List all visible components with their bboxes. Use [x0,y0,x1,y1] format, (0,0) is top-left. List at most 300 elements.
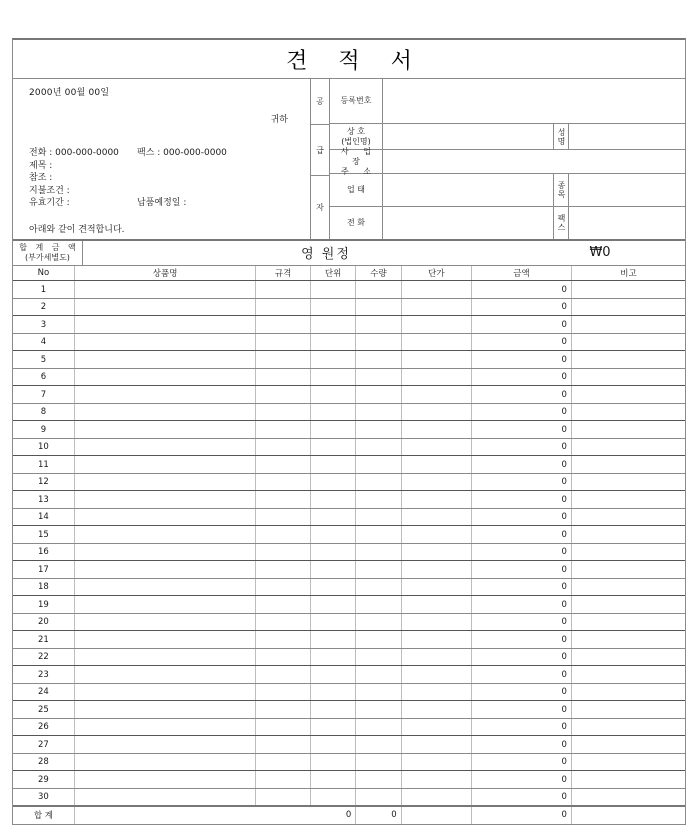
row-unit[interactable] [310,351,355,369]
row-spec[interactable] [256,403,310,421]
row-product-name[interactable] [74,368,256,386]
row-unit-price[interactable] [401,736,471,754]
row-unit[interactable] [310,596,355,614]
row-unit[interactable] [310,298,355,316]
row-unit[interactable] [310,508,355,526]
row-product-name[interactable] [74,421,256,439]
row-unit-price[interactable] [401,316,471,334]
row-product-name[interactable] [74,333,256,351]
row-unit-price[interactable] [401,333,471,351]
row-product-name[interactable] [74,298,256,316]
row-unit-price[interactable] [401,718,471,736]
row-unit[interactable] [310,473,355,491]
row-amount: 0 [472,718,572,736]
table-row [13,438,685,456]
row-product-name[interactable] [74,666,256,684]
row-unit-price[interactable] [401,491,471,509]
row-qty[interactable] [356,648,401,666]
row-qty[interactable] [356,316,401,334]
row-qty[interactable] [356,456,401,474]
row-product-name[interactable] [74,648,256,666]
row-amount: 0 [472,438,572,456]
table-row [13,648,685,666]
row-unit-price[interactable] [401,368,471,386]
supplier-row-tel [330,207,553,239]
row-unit-price[interactable] [401,421,471,439]
row-spec[interactable] [256,508,310,526]
row-product-name[interactable] [74,736,256,754]
biz-item-fax-labels [553,174,569,239]
row-no: 17 [13,561,74,579]
row-unit[interactable] [310,333,355,351]
biz-item-fax-values [569,174,685,239]
biz-item-label [554,174,568,207]
row-product-name[interactable] [74,631,256,649]
row-qty[interactable] [356,491,401,509]
summary-label: 합 계 [13,806,74,824]
row-amount: 0 [472,386,572,404]
row-note[interactable] [571,788,685,806]
row-product-name[interactable] [74,491,256,509]
row-spec[interactable] [256,333,310,351]
row-qty[interactable] [356,281,401,299]
page-title: 견 적 서 [286,48,424,74]
table-row [13,613,685,631]
validity-delivery-line [29,197,310,210]
row-spec[interactable] [256,648,310,666]
row-note[interactable] [571,753,685,771]
row-note[interactable] [571,543,685,561]
row-unit[interactable] [310,526,355,544]
row-unit[interactable] [310,561,355,579]
name-value[interactable] [569,124,685,149]
row-note[interactable] [571,491,685,509]
row-product-name[interactable] [74,718,256,736]
row-unit[interactable] [310,736,355,754]
row-qty[interactable] [356,753,401,771]
biz-type-label: 업 태 [330,174,383,206]
row-unit-price[interactable] [401,648,471,666]
row-note[interactable] [571,473,685,491]
row-qty[interactable] [356,718,401,736]
row-product-name[interactable] [74,561,256,579]
row-unit[interactable] [310,316,355,334]
row-no: 30 [13,788,74,806]
row-note[interactable] [571,718,685,736]
table-row [13,316,685,334]
row-qty[interactable] [356,438,401,456]
address-label-line2: 주 소 [341,166,377,176]
row-qty[interactable] [356,736,401,754]
summary-merged-total: 0 [74,806,355,824]
row-unit-price[interactable] [401,543,471,561]
row-spec[interactable] [256,298,310,316]
row-qty[interactable] [356,386,401,404]
table-row [13,386,685,404]
header-band [13,79,685,239]
reference-label: 참조 : [29,173,53,184]
row-unit-price[interactable] [401,473,471,491]
row-note[interactable] [571,596,685,614]
header-note: 비고 [571,266,685,281]
row-unit-price[interactable] [401,281,471,299]
row-unit[interactable] [310,578,355,596]
row-qty[interactable] [356,368,401,386]
total-label-line2: (부가세별도) [25,252,70,262]
supplier-tel-value[interactable] [383,207,553,239]
row-note[interactable] [571,438,685,456]
row-unit-price[interactable] [401,666,471,684]
row-amount: 0 [472,683,572,701]
row-no: 9 [13,421,74,439]
row-note[interactable] [571,421,685,439]
table-row [13,718,685,736]
row-amount: 0 [472,281,572,299]
row-unit-price[interactable] [401,456,471,474]
row-note[interactable] [571,631,685,649]
items-header-row [13,266,685,281]
header-no: No [13,266,74,281]
row-no: 20 [13,613,74,631]
row-unit-price[interactable] [401,578,471,596]
row-note[interactable] [571,316,685,334]
total-amount-figure: ₩0 [589,245,611,261]
row-spec[interactable] [256,351,310,369]
row-qty[interactable] [356,421,401,439]
row-note[interactable] [571,351,685,369]
row-qty[interactable] [356,578,401,596]
row-unit[interactable] [310,631,355,649]
row-unit-price[interactable] [401,771,471,789]
row-note[interactable] [571,368,685,386]
row-unit-price[interactable] [401,298,471,316]
row-unit[interactable] [310,368,355,386]
row-unit[interactable] [310,788,355,806]
fax-value: 000-000-0000 [163,148,227,158]
row-no: 4 [13,333,74,351]
row-spec[interactable] [256,631,310,649]
row-amount: 0 [472,701,572,719]
row-amount: 0 [472,298,572,316]
table-row [13,736,685,754]
row-unit[interactable] [310,421,355,439]
row-qty[interactable] [356,351,401,369]
row-no: 11 [13,456,74,474]
row-qty[interactable] [356,613,401,631]
row-qty[interactable] [356,526,401,544]
document-title-row [13,40,685,79]
biz-tel-left [330,174,553,239]
row-unit-price[interactable] [401,351,471,369]
row-no: 26 [13,718,74,736]
row-product-name[interactable] [74,526,256,544]
table-row [13,543,685,561]
name-label [553,124,569,149]
row-unit-price[interactable] [401,788,471,806]
summary-qty-total: 0 [356,806,401,824]
table-row [13,631,685,649]
row-unit[interactable] [310,701,355,719]
items-table [13,266,685,824]
row-spec[interactable] [256,438,310,456]
row-unit-price[interactable] [401,753,471,771]
row-note[interactable] [571,736,685,754]
row-product-name[interactable] [74,456,256,474]
header-qty: 수량 [356,266,401,281]
subject-label: 제목 : [29,160,53,171]
row-spec[interactable] [256,491,310,509]
row-unit[interactable] [310,438,355,456]
row-qty[interactable] [356,596,401,614]
row-spec[interactable] [256,421,310,439]
row-spec[interactable] [256,701,310,719]
row-amount: 0 [472,543,572,561]
row-product-name[interactable] [74,543,256,561]
header-unit: 단위 [310,266,355,281]
row-note[interactable] [571,526,685,544]
client-info-block [13,79,311,239]
table-row [13,596,685,614]
row-unit-price[interactable] [401,438,471,456]
row-spec[interactable] [256,718,310,736]
address-label-line1: 사 업 장 [341,146,377,166]
reg-no-label: 등록번호 [330,79,383,123]
summary-row [13,806,685,824]
total-amount-words: 영 원정 [301,247,351,263]
row-no: 25 [13,701,74,719]
row-product-name[interactable] [74,351,256,369]
row-unit-price[interactable] [401,631,471,649]
row-qty[interactable] [356,543,401,561]
row-qty[interactable] [356,333,401,351]
items-table-foot [13,806,685,824]
row-qty[interactable] [356,788,401,806]
row-qty[interactable] [356,771,401,789]
row-no: 29 [13,771,74,789]
quotation-document [12,38,686,825]
row-note[interactable] [571,333,685,351]
row-note[interactable] [571,561,685,579]
row-note[interactable] [571,403,685,421]
row-no: 23 [13,666,74,684]
row-amount: 0 [472,316,572,334]
row-product-name[interactable] [74,701,256,719]
row-note[interactable] [571,578,685,596]
row-qty[interactable] [356,403,401,421]
row-note[interactable] [571,456,685,474]
row-amount: 0 [472,578,572,596]
row-amount: 0 [472,351,572,369]
quotation-note: 아래와 같이 견적합니다. [29,224,125,235]
row-note[interactable] [571,613,685,631]
table-row [13,421,685,439]
row-spec[interactable] [256,281,310,299]
company-label [330,124,383,149]
row-product-name[interactable] [74,316,256,334]
row-spec[interactable] [256,788,310,806]
company-label-line2: (법인명) [341,136,371,146]
row-spec[interactable] [256,386,310,404]
contact-details [13,147,310,210]
row-no: 13 [13,491,74,509]
tel-line [29,147,137,160]
row-spec[interactable] [256,561,310,579]
table-row [13,403,685,421]
row-amount: 0 [472,526,572,544]
row-no: 14 [13,508,74,526]
supplier-row-biz-tel [330,174,685,239]
row-product-name[interactable] [74,683,256,701]
delivery-date-label: 납품예정일 : [137,198,187,209]
address-value[interactable] [383,150,685,173]
row-unit[interactable] [310,718,355,736]
row-spec[interactable] [256,543,310,561]
table-row [13,683,685,701]
supplier-fax-label-text: 팩스 [557,213,566,232]
row-qty[interactable] [356,473,401,491]
row-qty[interactable] [356,701,401,719]
row-product-name[interactable] [74,473,256,491]
table-row [13,298,685,316]
row-qty[interactable] [356,561,401,579]
row-no: 27 [13,736,74,754]
row-unit[interactable] [310,386,355,404]
row-product-name[interactable] [74,788,256,806]
row-unit[interactable] [310,648,355,666]
row-no: 8 [13,403,74,421]
row-amount: 0 [472,333,572,351]
row-spec[interactable] [256,316,310,334]
supplier-fax-value[interactable] [569,207,685,239]
row-amount: 0 [472,491,572,509]
row-unit[interactable] [310,403,355,421]
company-value[interactable] [383,124,553,149]
row-note[interactable] [571,281,685,299]
row-spec[interactable] [256,666,310,684]
row-unit[interactable] [310,456,355,474]
tel-label: 전화 : [29,148,53,158]
row-spec[interactable] [256,526,310,544]
table-row [13,788,685,806]
row-amount: 0 [472,508,572,526]
row-unit-price[interactable] [401,701,471,719]
row-spec[interactable] [256,613,310,631]
row-spec[interactable] [256,473,310,491]
row-product-name[interactable] [74,596,256,614]
row-product-name[interactable] [74,281,256,299]
row-no: 22 [13,648,74,666]
row-unit[interactable] [310,491,355,509]
supplier-tel-label: 전 화 [330,207,383,239]
row-spec[interactable] [256,736,310,754]
row-amount: 0 [472,753,572,771]
table-row [13,561,685,579]
table-row [13,368,685,386]
row-unit-price[interactable] [401,526,471,544]
row-spec[interactable] [256,771,310,789]
row-unit[interactable] [310,771,355,789]
row-qty[interactable] [356,298,401,316]
row-no: 15 [13,526,74,544]
row-unit[interactable] [310,281,355,299]
row-product-name[interactable] [74,771,256,789]
row-unit-price[interactable] [401,561,471,579]
row-amount: 0 [472,403,572,421]
row-note[interactable] [571,386,685,404]
biz-item-value[interactable] [569,174,685,207]
row-unit[interactable] [310,666,355,684]
row-amount: 0 [472,456,572,474]
row-unit-price[interactable] [401,613,471,631]
row-note[interactable] [571,666,685,684]
reg-no-value[interactable] [383,79,685,123]
row-no: 16 [13,543,74,561]
row-amount: 0 [472,613,572,631]
row-unit-price[interactable] [401,596,471,614]
row-product-name[interactable] [74,578,256,596]
row-amount: 0 [472,421,572,439]
row-product-name[interactable] [74,613,256,631]
row-qty[interactable] [356,508,401,526]
row-no: 19 [13,596,74,614]
row-unit[interactable] [310,753,355,771]
row-amount: 0 [472,473,572,491]
row-product-name[interactable] [74,403,256,421]
row-spec[interactable] [256,578,310,596]
row-product-name[interactable] [74,438,256,456]
supplier-vertical-char-3: 자 [316,202,324,212]
row-note[interactable] [571,701,685,719]
header-unit-price: 단가 [401,266,471,281]
row-spec[interactable] [256,456,310,474]
row-note[interactable] [571,771,685,789]
supplier-row-company [330,124,685,150]
row-unit[interactable] [310,683,355,701]
total-label-line1: 합 계 금 액 [19,242,79,252]
payment-terms-label: 지불조건 : [29,185,70,196]
row-note[interactable] [571,648,685,666]
row-unit-price[interactable] [401,403,471,421]
row-unit-price[interactable] [401,386,471,404]
row-qty[interactable] [356,666,401,684]
table-row [13,351,685,369]
row-product-name[interactable] [74,753,256,771]
table-row [13,666,685,684]
row-unit[interactable] [310,543,355,561]
fax-label: 팩스 : [137,148,161,158]
table-row [13,771,685,789]
row-unit[interactable] [310,613,355,631]
row-note[interactable] [571,508,685,526]
row-unit-price[interactable] [401,683,471,701]
supplier-row-biztype [330,174,553,207]
row-qty[interactable] [356,631,401,649]
recipient-suffix: 귀하 [270,115,288,125]
biz-type-value[interactable] [383,174,553,206]
row-qty[interactable] [356,683,401,701]
row-no: 6 [13,368,74,386]
row-note[interactable] [571,683,685,701]
row-no: 5 [13,351,74,369]
row-spec[interactable] [256,596,310,614]
row-spec[interactable] [256,753,310,771]
row-spec[interactable] [256,683,310,701]
row-spec[interactable] [256,368,310,386]
row-product-name[interactable] [74,508,256,526]
row-product-name[interactable] [74,386,256,404]
row-unit-price[interactable] [401,508,471,526]
row-note[interactable] [571,298,685,316]
